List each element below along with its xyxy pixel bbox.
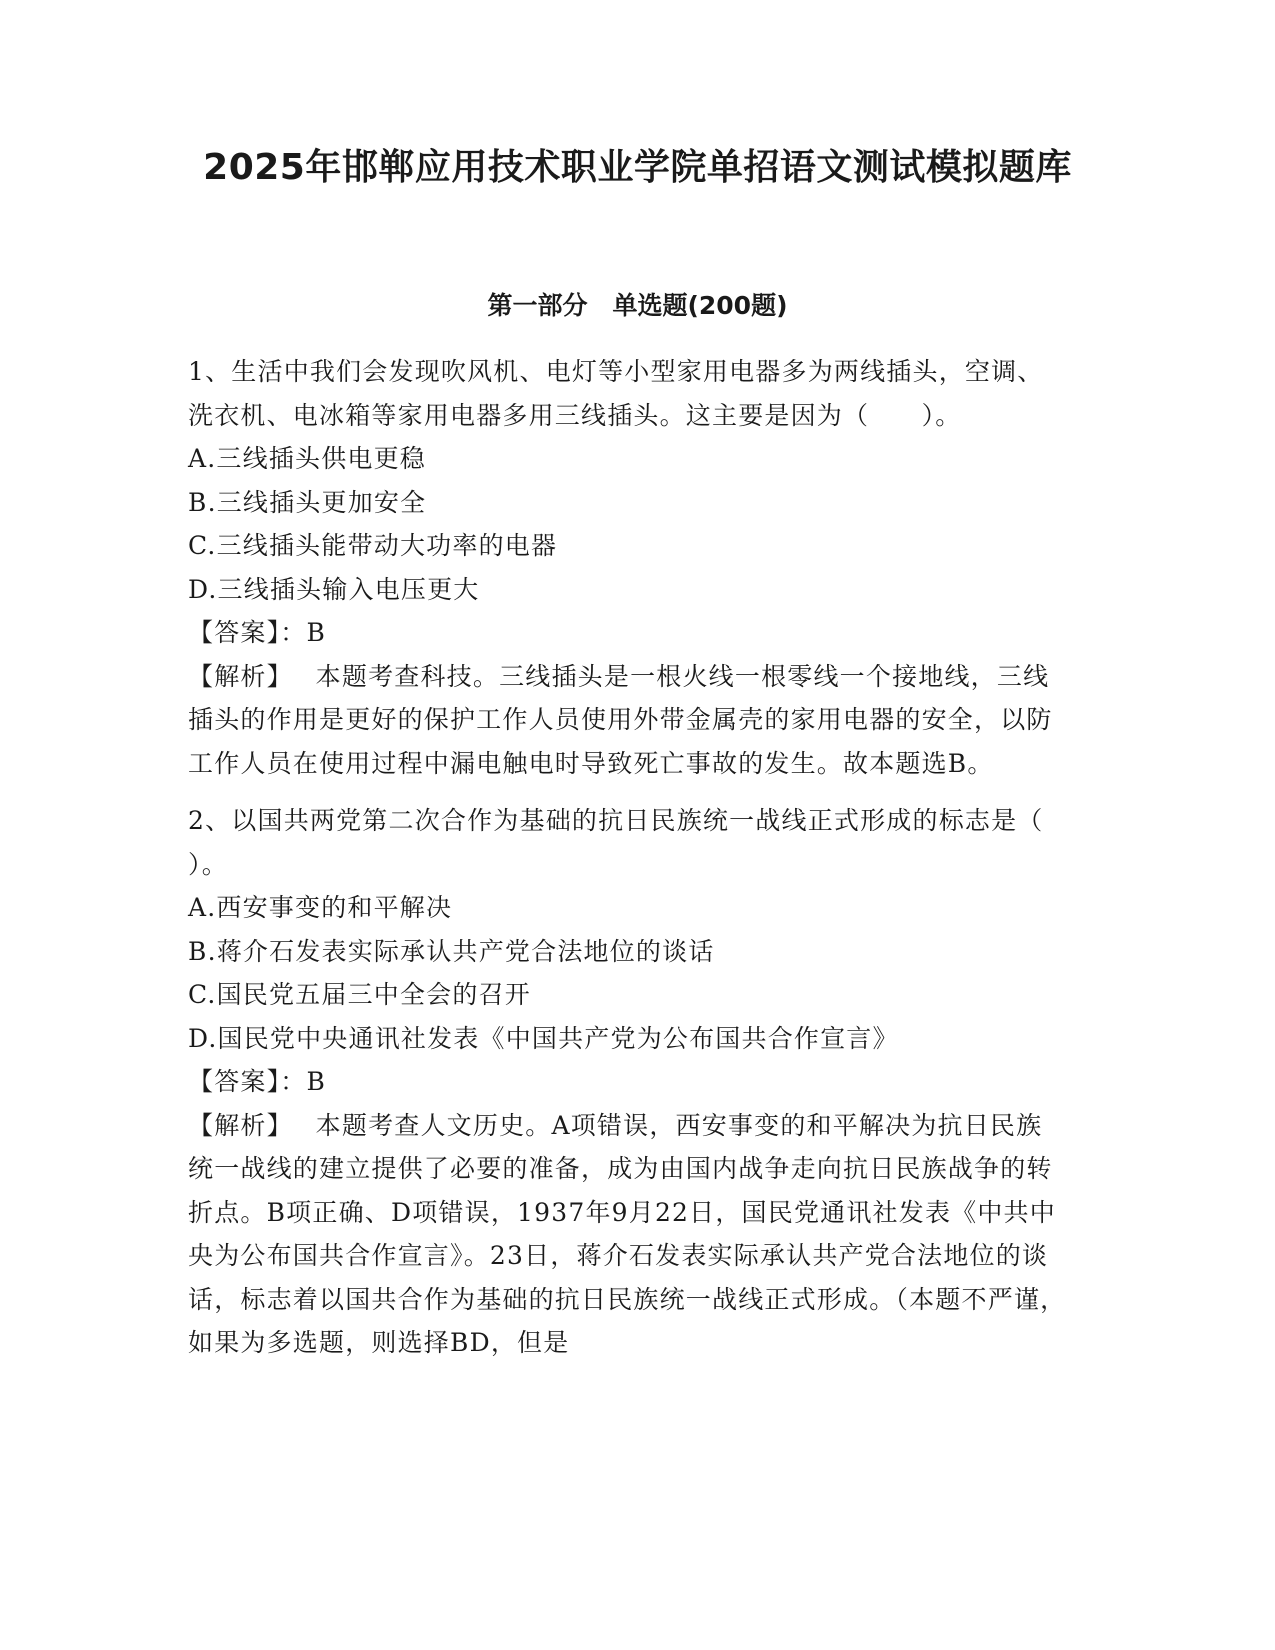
question-stem: 1、生活中我们会发现吹风机、电灯等小型家用电器多为两线插头，空调、洗衣机、电冰箱等家用电器多用三线插头。这主要是因为（ ）。 [188,357,1044,430]
analysis-text: 本题考查人文历史。A项错误，西安事变的和平解决为抗日民族统一战线的建立提供了必要的准备，成为由国内战争走向抗日民族战争的转折点。B项正确、D项错误，1937年9月22日，国民党通讯社发表《中共中央为公布国共合作宣言》。23日，蒋介石发表实际承认共产党合法地位的谈话，标志着以国共合作为基础的抗日民族统一战线正式形成。（本题不严谨，如果为多选题，则选择BD，但是 [188,1110,1067,1357]
option-b: B.三线插头更加安全 [188,487,427,517]
answer-value: B [306,1067,327,1096]
answer-label: 【答案】： [188,618,307,647]
analysis-label: 【解析】 [188,661,281,691]
analysis-paragraph [188,1104,1068,1365]
option-c: C.国民党五届三中全会的召开 [188,980,531,1009]
analysis-paragraph [188,655,1068,786]
analysis-label: 【解析】 [188,1110,281,1140]
question-stem: 2、以国共两党第二次合作为基础的抗日民族统一战线正式形成的标志是（ ）。 [188,806,1096,879]
question-list [188,350,1096,1365]
answer-line [188,611,1068,655]
answer-value: B [306,618,327,647]
option-c: C.三线插头能带动大功率的电器 [188,531,558,560]
option-a: A.西安事变的和平解决 [188,893,453,922]
answer-line [188,1060,1068,1104]
option-a: A.三线插头供电更稳 [188,444,427,473]
answer-label: 【答案】： [188,1067,307,1096]
question-item [188,350,1068,785]
question-item [188,799,1096,1365]
option-d: D.国民党中央通讯社发表《中国共产党为公布国共合作宣言》 [188,1023,899,1053]
analysis-text: 本题考查科技。三线插头是一根火线一根零线一个接地线，三线插头的作用是更好的保护工作人员使用外带金属壳的家用电器的安全，以防工作人员在使用过程中漏电触电时导致死亡事故的发生。故本题选B。 [188,661,1053,778]
document-title: 2025年邯郸应用技术职业学院单招语文测试模拟题库 [203,147,1072,188]
option-b: B.蒋介石发表实际承认共产党合法地位的谈话 [188,936,715,966]
section-heading: 第一部分 单选题(200题) [487,291,788,320]
option-d: D.三线插头输入电压更大 [188,574,480,604]
